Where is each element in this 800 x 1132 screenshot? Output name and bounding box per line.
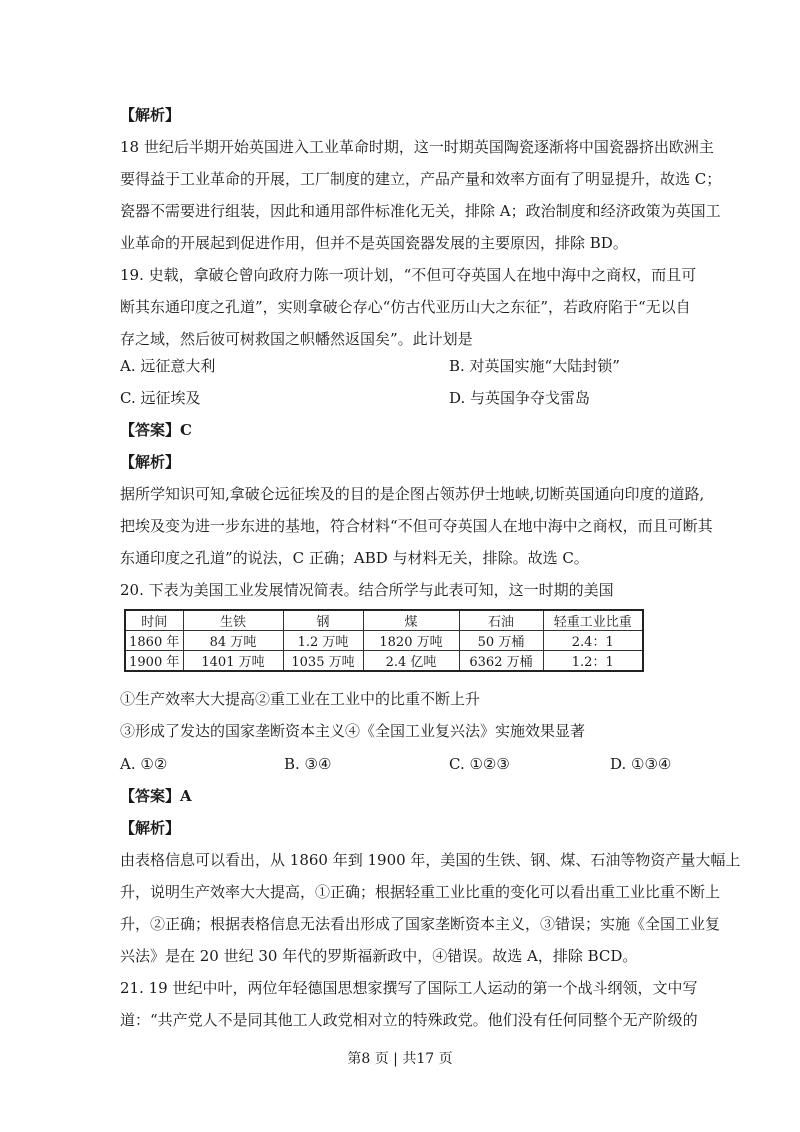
q18-analysis-line: 业革命的开展起到促进作用，但并不是英国瓷器发展的主要原因，排除 BD。 (120, 234, 628, 252)
table-header-row (125, 610, 643, 631)
q19-option-c: C. 远征埃及 (120, 389, 201, 407)
table-row (125, 651, 643, 672)
table-header-cell: 石油 (459, 610, 543, 631)
table-cell: 84 万吨 (183, 631, 283, 651)
q19-analysis-line: 据所学知识可知,拿破仑远征埃及的目的是企图占领苏伊士地峡,切断英国通向印度的道路, (120, 485, 705, 503)
q19-stem-line: 存之域，然后彼可树救国之帜幡然返国矣”。此计划是 (120, 330, 473, 348)
q19-analysis-line: 把埃及变为进一步东进的基地，符合材料“不但可夺英国人在地中海中之商权，而且可断其 (120, 517, 713, 535)
table-cell: 1.2：1 (543, 651, 643, 672)
q20-analysis-label: 【解析】 (120, 819, 181, 837)
q19-option-a: A. 远征意大利 (120, 357, 216, 375)
q18-analysis-line: 要得益于工业革命的开展，工厂制度的建立，产品产量和效率方面有了明显提升，故选 C； (120, 170, 722, 188)
table-row (125, 631, 643, 651)
table-cell: 1.2 万吨 (283, 631, 363, 651)
table-cell: 6362 万桶 (459, 651, 543, 672)
table-cell: 50 万桶 (459, 631, 543, 651)
q20-option-b: B. ③④ (284, 755, 332, 773)
table-header-cell: 煤 (363, 610, 459, 631)
q20-option-c: C. ①②③ (449, 755, 510, 773)
q19-stem-line: 断其东通印度之孔道”，实则拿破仑存心“仿古代亚历山大之东征”，若政府陷于“无以自 (120, 298, 691, 316)
q21-stem-line: 道：“共产党人不是同其他工人政党相对立的特殊政党。他们没有任何同整个无产阶级的 (120, 1011, 698, 1029)
q19-option-b: B. 对英国实施“大陆封锁” (449, 357, 620, 375)
q20-answer: 【答案】A (120, 787, 192, 805)
table-cell: 1820 万吨 (363, 631, 459, 651)
q20-analysis-line: 由表格信息可以看出，从 1860 年到 1900 年，美国的生铁、钢、煤、石油等物资产量大幅上 (120, 851, 741, 869)
q20-option-a: A. ①② (120, 755, 168, 773)
q18-analysis-line: 瓷器不需要进行组装，因此和通用部件标准化无关，排除 A；政治制度和经济政策为英国工 (120, 202, 721, 220)
q20-statement-line: ①生产效率大大提高②重工业在工业中的比重不断上升 (120, 690, 481, 708)
q20-analysis-line: 升，②正确；根据表格信息无法看出形成了国家垄断资本主义，③错误；实施《全国工业复 (120, 915, 721, 933)
table-cell: 1401 万吨 (183, 651, 283, 672)
table-header-cell: 生铁 (183, 610, 283, 631)
q20-stem: 20. 下表为美国工业发展情况简表。结合所学与此表可知，这一时期的美国 (120, 581, 614, 599)
q18-analysis-label: 【解析】 (120, 106, 181, 124)
table-header-cell: 时间 (125, 610, 183, 631)
table-cell: 1900 年 (125, 651, 183, 672)
table-header-cell: 钢 (283, 610, 363, 631)
q20-option-d: D. ①③④ (610, 755, 672, 773)
q19-option-d: D. 与英国争夺戈雷岛 (449, 389, 591, 407)
q20-analysis-line: 升，说明生产效率大大提高，①正确；根据轻重工业比重的变化可以看出重工业比重不断上 (120, 883, 721, 901)
industry-table (124, 609, 644, 672)
table-header-cell: 轻重工业比重 (543, 610, 643, 631)
table-cell: 1035 万吨 (283, 651, 363, 672)
q21-stem-line: 21. 19 世纪中叶，两位年轻德国思想家撰写了国际工人运动的第一个战斗纲领，文中写 (120, 979, 698, 997)
table-cell: 2.4 亿吨 (363, 651, 459, 672)
q20-analysis-line: 兴法》是在 20 世纪 30 年代的罗斯福新政中，④错误。故选 A，排除 BCD。 (120, 947, 638, 965)
q19-answer: 【答案】C (120, 421, 192, 439)
q19-stem-line: 19. 史载，拿破仑曾向政府力陈一项计划，“不但可夺英国人在地中海中之商权，而且可 (120, 266, 697, 284)
q19-analysis-label: 【解析】 (120, 453, 181, 471)
table-cell: 2.4：1 (543, 631, 643, 651)
q19-analysis-line: 东通印度之孔道”的说法，C 正确；ABD 与材料无关，排除。故选 C。 (120, 549, 589, 567)
table-cell: 1860 年 (125, 631, 183, 651)
q20-statement-line: ③形成了发达的国家垄断资本主义④《全国工业复兴法》实施效果显著 (120, 722, 586, 740)
q18-analysis-line: 18 世纪后半期开始英国进入工业革命时期，这一时期英国陶瓷逐渐将中国瓷器挤出欧洲主 (120, 138, 714, 156)
page-footer: 第8 页 | 共17 页 (347, 1051, 453, 1067)
